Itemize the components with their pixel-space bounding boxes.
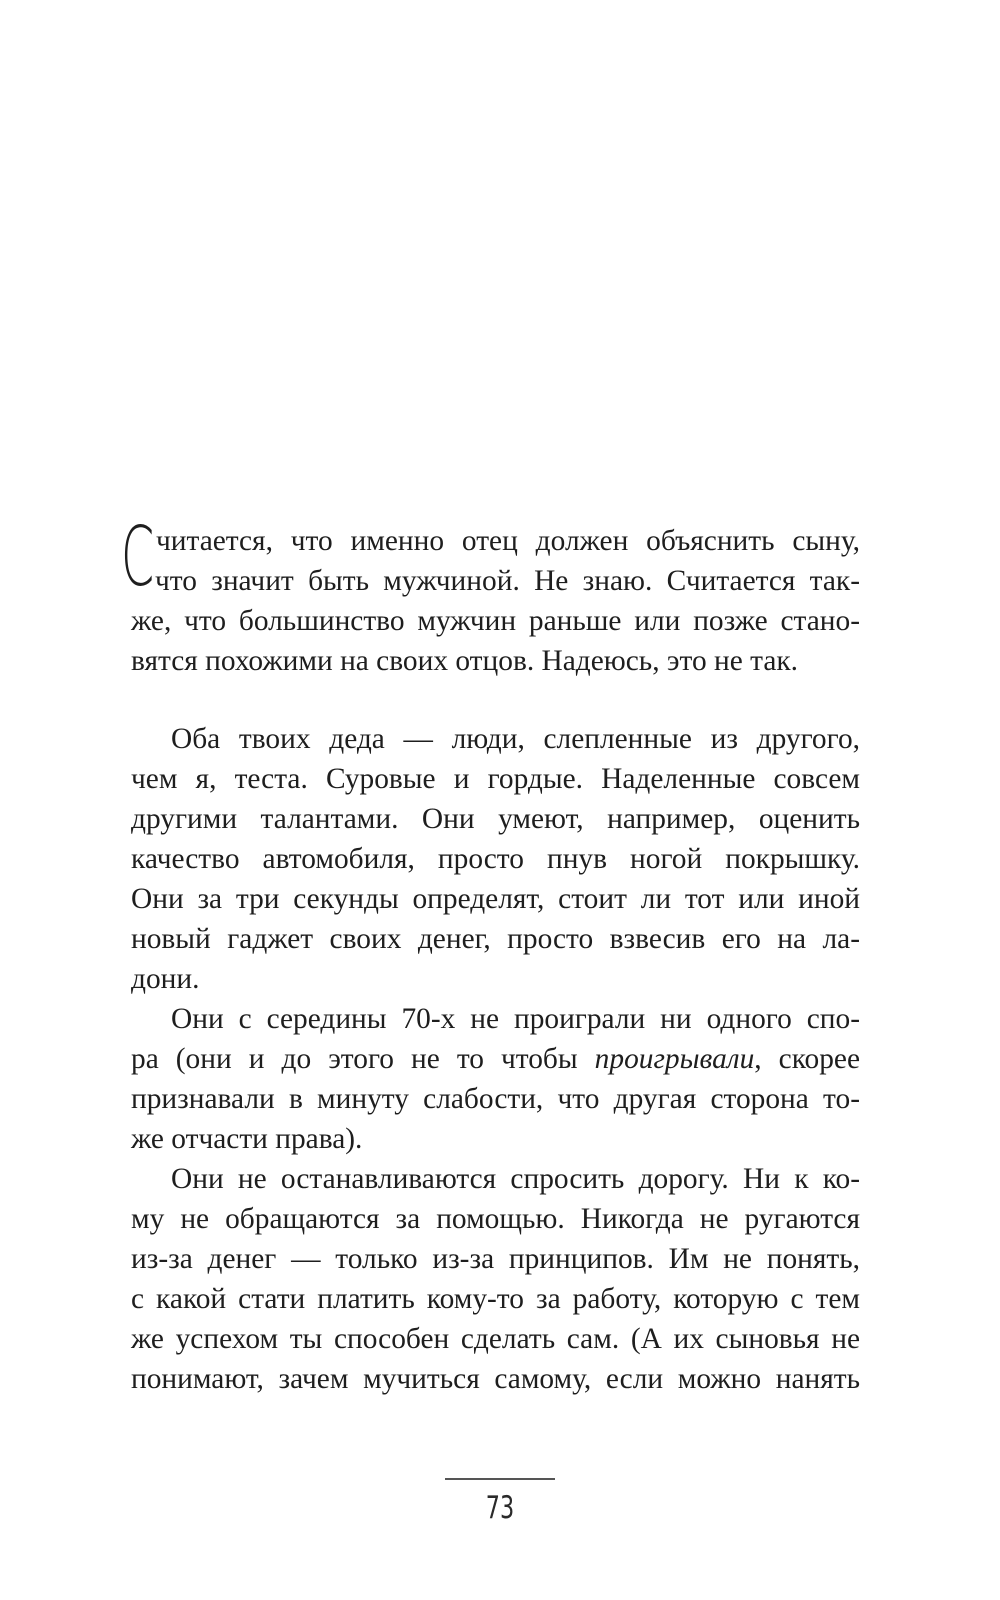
text-line: му не обращаются за помощью. Никогда не ругаются — [131, 1203, 860, 1235]
text-line: из-за денег — только из-за принципов. Им не понять, — [131, 1243, 860, 1275]
text-line: другими талантами. Они умеют, например, оценить — [131, 803, 860, 835]
text-line — [131, 1039, 860, 1079]
text-line: же успехом ты способен сделать сам. (А их сыновья не — [131, 1323, 860, 1355]
paragraph-4 — [131, 1159, 860, 1399]
italic-word: проигрывали — [594, 1043, 755, 1075]
text-line: читается, что именно отец должен объяснить сыну, — [156, 525, 860, 557]
text-line: вятся похожими на своих отцов. Надеюсь, это не так. — [131, 645, 798, 677]
page-number: 73 — [485, 1490, 515, 1526]
text-line: Оба твоих деда — люди, слепленные из другого, — [171, 723, 860, 755]
text-line: Они не останавливаются спросить дорогу. Ни к ко- — [171, 1163, 860, 1195]
text-line: качество автомобиля, просто пнув ногой покрышку. — [131, 843, 860, 875]
text-line: же, что большинство мужчин раньше или позже стано- — [131, 605, 860, 637]
text-line: с какой стати платить кому-то за работу, которую с тем — [131, 1283, 860, 1315]
text-line: что значит быть мужчиной. Не знаю. Считается так- — [155, 565, 860, 597]
page-number-rule — [445, 1478, 555, 1480]
text-line: понимают, зачем мучиться самому, если можно нанять — [131, 1363, 860, 1395]
drop-cap: С — [121, 510, 155, 605]
text-line: чем я, теста. Суровые и гордые. Наделенные совсем — [131, 763, 860, 795]
text-line: дони. — [131, 963, 200, 995]
text-line: же отчасти права). — [131, 1123, 363, 1155]
text-line: новый гаджет своих денег, просто взвесив его на ла- — [131, 923, 860, 955]
text-line: Они с середины 70-х не проиграли ни одного спо- — [171, 1003, 860, 1035]
paragraph-2 — [131, 719, 860, 999]
text-line: Они за три секунды определят, стоит ли тот или иной — [131, 883, 860, 915]
page-body — [121, 510, 860, 1399]
paragraph-gap — [131, 681, 860, 719]
text-run: ра (они и до этого не то чтобы — [131, 1043, 595, 1075]
text-run: , скорее — [754, 1043, 860, 1075]
paragraph-3 — [131, 999, 860, 1159]
text-line: признавали в минуту слабости, что другая сторона то- — [131, 1083, 860, 1115]
paragraph-1 — [121, 510, 860, 681]
